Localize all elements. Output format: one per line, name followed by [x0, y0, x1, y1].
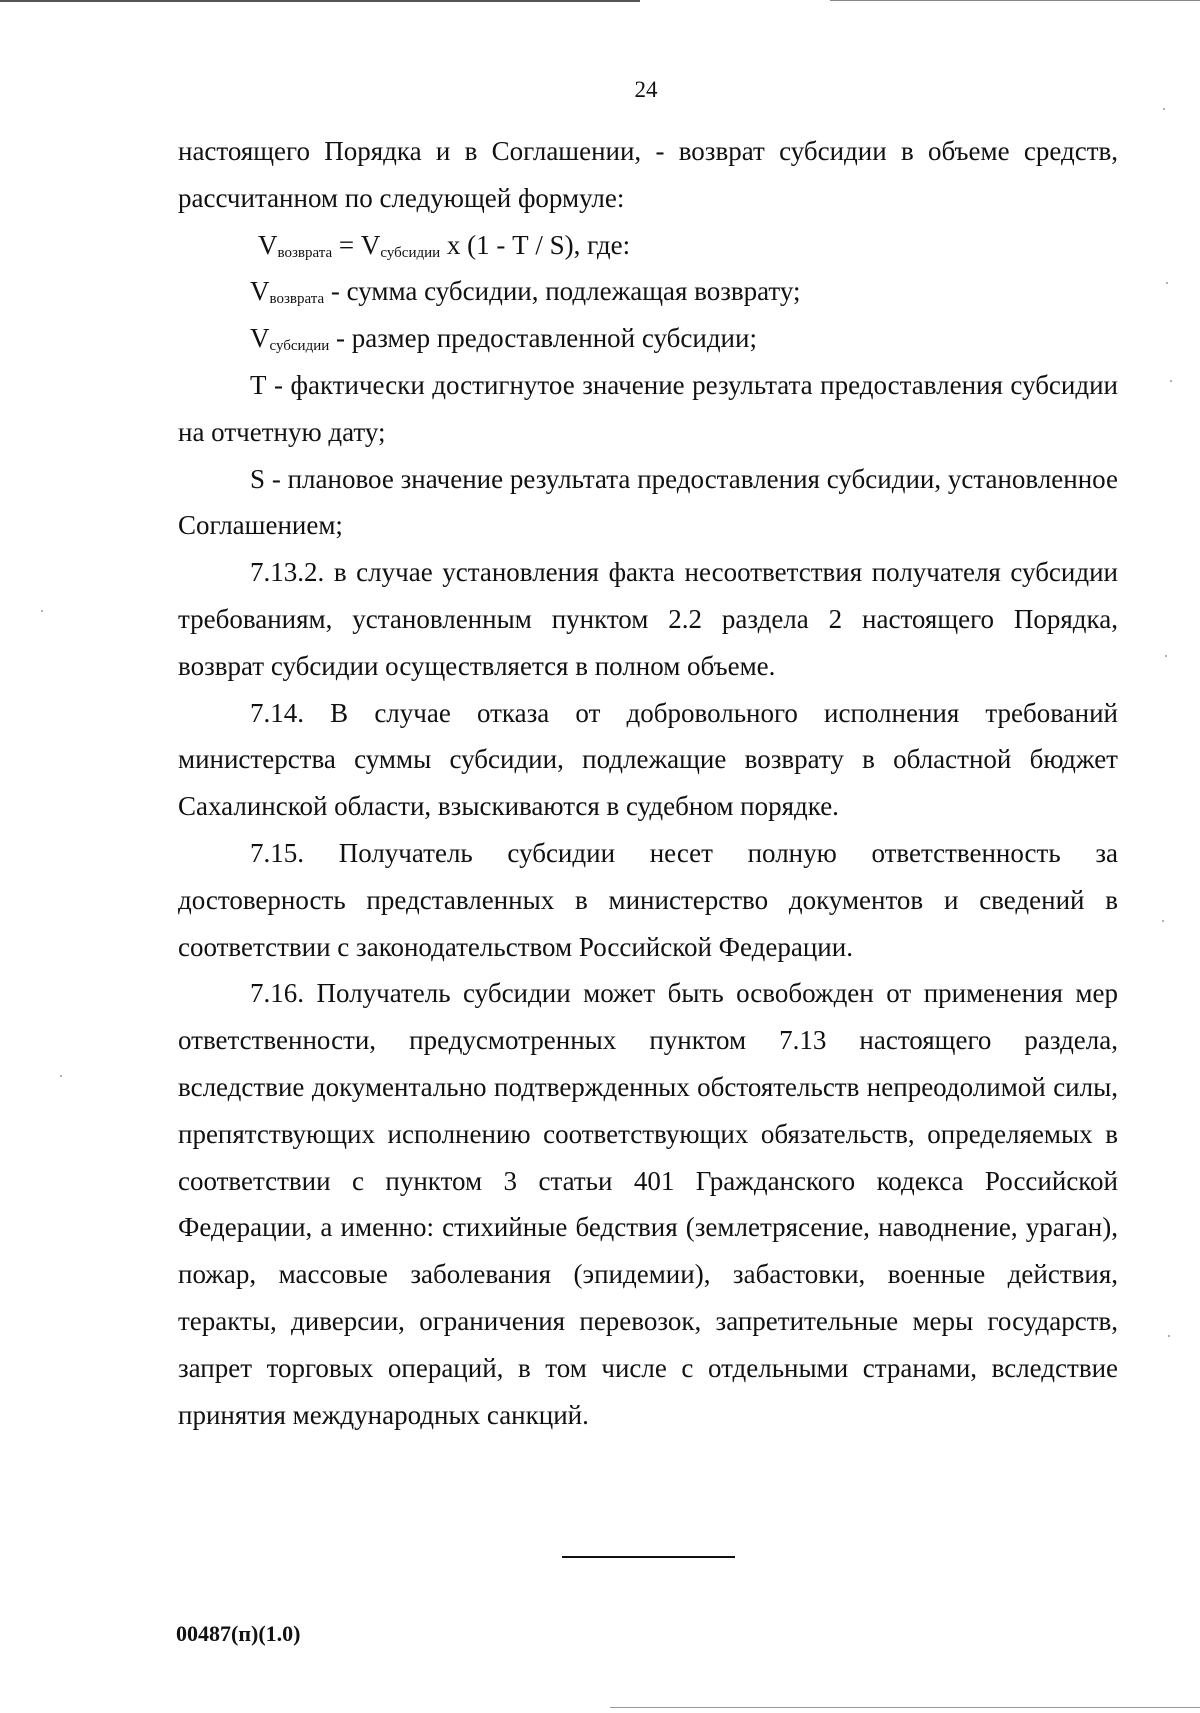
page-number: 24 — [634, 77, 658, 102]
formula-v-subsidy-subscript: субсидии — [380, 244, 441, 261]
scan-speck — [41, 610, 43, 612]
definition-v-return — [178, 268, 1118, 315]
formula-v-return-subscript: возврата — [277, 244, 333, 261]
formula-equals-v: = V — [332, 229, 381, 260]
definition-s: S - плановое значение результата предоставления субсидии, установленное Соглашением; — [178, 463, 1118, 541]
definition-v-subsidy — [178, 315, 1118, 362]
definition-text: - сумма субсидии, подлежащая возврату; — [324, 276, 801, 307]
document-body — [178, 128, 1118, 1438]
paragraph-continuation: настоящего Порядка и в Соглашении, - возврат субсидии в объеме средств, рассчитанном по следующей формуле: — [178, 136, 1118, 213]
scan-edge-top — [0, 0, 640, 2]
scan-speck — [1163, 108, 1165, 110]
paragraph-7-15: 7.15. Получатель субсидии несет полную ответственность за достоверность представленных в министерство документов и сведений в соответствии с законодательством Российской Федерации. — [178, 837, 1118, 962]
definition-symbol: V — [250, 276, 270, 307]
footer-rule — [562, 1556, 735, 1558]
document-code: 00487(п)(1.0) — [176, 1621, 301, 1646]
paragraph-7-14: 7.14. В случае отказа от добровольного исполнения требований министерства суммы субсидии, подлежащие возврату в областной бюджет Сахалинской области, взыскиваются в судебном порядке. — [178, 697, 1118, 822]
definition-subscript: возврата — [269, 291, 325, 308]
scan-speck — [1165, 655, 1167, 657]
formula-v-return: V — [258, 229, 278, 260]
paragraph-7-13-2: 7.13.2. в случае установления факта несоответствия получателя субсидии требованиям, установленным пунктом 2.2 раздела 2 настоящего Порядка, возврат субсидии осуществляется в полном объеме. — [178, 557, 1118, 681]
definition-t: Т - фактически достигнутое значение результата предоставления субсидии на отчетную дату; — [178, 369, 1118, 447]
definition-subscript: субсидии — [269, 338, 330, 355]
scan-speck — [1168, 1335, 1170, 1337]
formula-tail: х (1 - Т / S), где: — [440, 229, 631, 260]
scan-edge-top-right — [830, 0, 1200, 1]
scan-speck — [1162, 920, 1164, 922]
scan-speck — [1170, 380, 1172, 382]
scan-speck — [60, 1075, 62, 1077]
scan-speck — [1166, 282, 1168, 284]
paragraph-7-16: 7.16. Получатель субсидии может быть освобожден от применения мер ответственности, предусмотренных пунктом 7.13 настоящего раздела, вследствие документально подтвержденных обстоятельств непреодолимой силы, препятствующих исполнению соответствующих обязательств, определяемых в соответствии с пунктом 3 статьи 401 Гражданского кодекса Российской Федерации, а именно: стихийные бедствия (землетрясение, наводнение, ураган), пожар, массовые заболевания (эпидемии), забастовки, военные действия, теракты, диверсии, ограничения перевозок, запретительные меры государств, запрет торговых операций, в том числе с отдельными странами, вследствие принятия международных санкций. — [178, 978, 1118, 1430]
definition-symbol: V — [250, 323, 270, 354]
scan-edge-bottom — [610, 1707, 1200, 1708]
return-formula — [178, 222, 1118, 269]
definition-text: - размер предоставленной субсидии; — [329, 323, 757, 354]
